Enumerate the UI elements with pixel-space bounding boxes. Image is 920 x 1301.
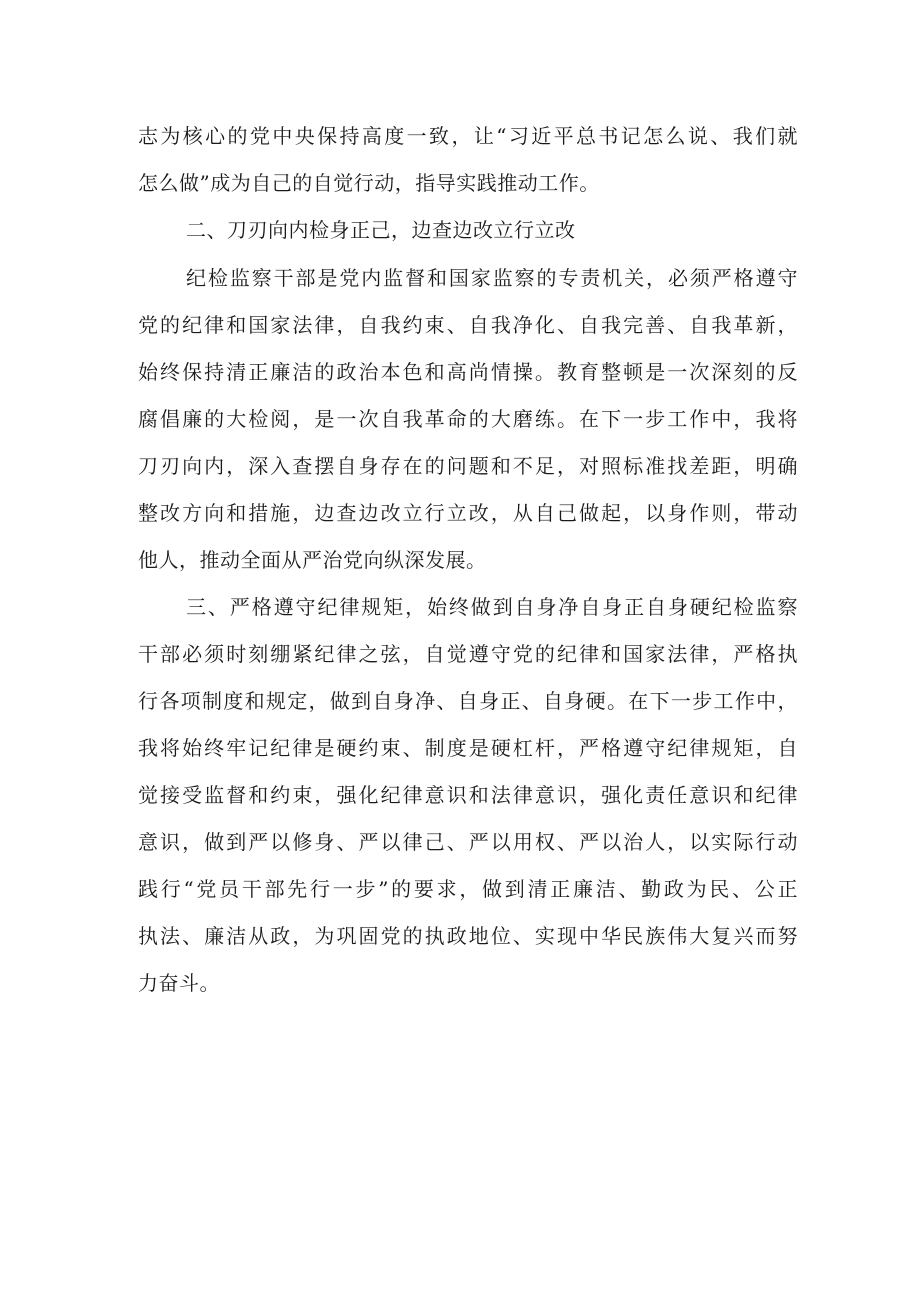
paragraph-line: 怎么做”成为自己的自觉行动，指导实践推动工作。 xyxy=(138,171,600,195)
paragraph-line: 整改方向和措施，边查边改立行立改，从自己做起，以身作则，带动 xyxy=(138,501,798,525)
paragraph-line: 意识，做到严以修身、严以律己、严以用权、严以治人，以实际行动 xyxy=(138,830,798,854)
paragraph-line: 刀刃向内，深入查摆自身存在的问题和不足，对照标准找差距，明确 xyxy=(138,454,798,478)
paragraph-line: 行各项制度和规定，做到自身净、自身正、自身硬。在下一步工作中， xyxy=(138,689,798,713)
paragraph-line: 力奋斗。 xyxy=(138,971,220,995)
paragraph-line: 执法、廉洁从政，为巩固党的执政地位、实现中华民族伟大复兴而努 xyxy=(138,924,798,948)
section-heading: 二、刀刃向内检身正己，边查边改立行立改 xyxy=(186,218,576,242)
paragraph-line: 我将始终牢记纪律是硬约束、制度是硬杠杆，严格遵守纪律规矩，自 xyxy=(138,736,798,760)
paragraph-line: 觉接受监督和约束，强化纪律意识和法律意识，强化责任意识和纪律 xyxy=(138,783,798,807)
paragraph-line: 他人，推动全面从严治党向纵深发展。 xyxy=(138,548,487,572)
paragraph-line: 纪检监察干部是党内监督和国家监察的专责机关，必须严格遵守 xyxy=(186,266,798,290)
paragraph-line: 党的纪律和国家法律，自我约束、自我净化、自我完善、自我革新， xyxy=(138,313,798,337)
paragraph-line: 始终保持清正廉洁的政治本色和高尚情操。教育整顿是一次深刻的反 xyxy=(138,360,798,384)
paragraph-line: 干部必须时刻绷紧纪律之弦，自觉遵守党的纪律和国家法律，严格执 xyxy=(138,642,798,666)
paragraph-line: 践行“党员干部先行一步”的要求，做到清正廉洁、勤政为民、公正 xyxy=(138,877,798,901)
paragraph-line: 腐倡廉的大检阅，是一次自我革命的大磨练。在下一步工作中，我将 xyxy=(138,407,798,431)
paragraph-line: 三、严格遵守纪律规矩，始终做到自身净自身正自身硬纪检监察 xyxy=(186,595,798,619)
paragraph-line: 志为核心的党中央保持高度一致，让“习近平总书记怎么说、我们就 xyxy=(138,124,798,148)
